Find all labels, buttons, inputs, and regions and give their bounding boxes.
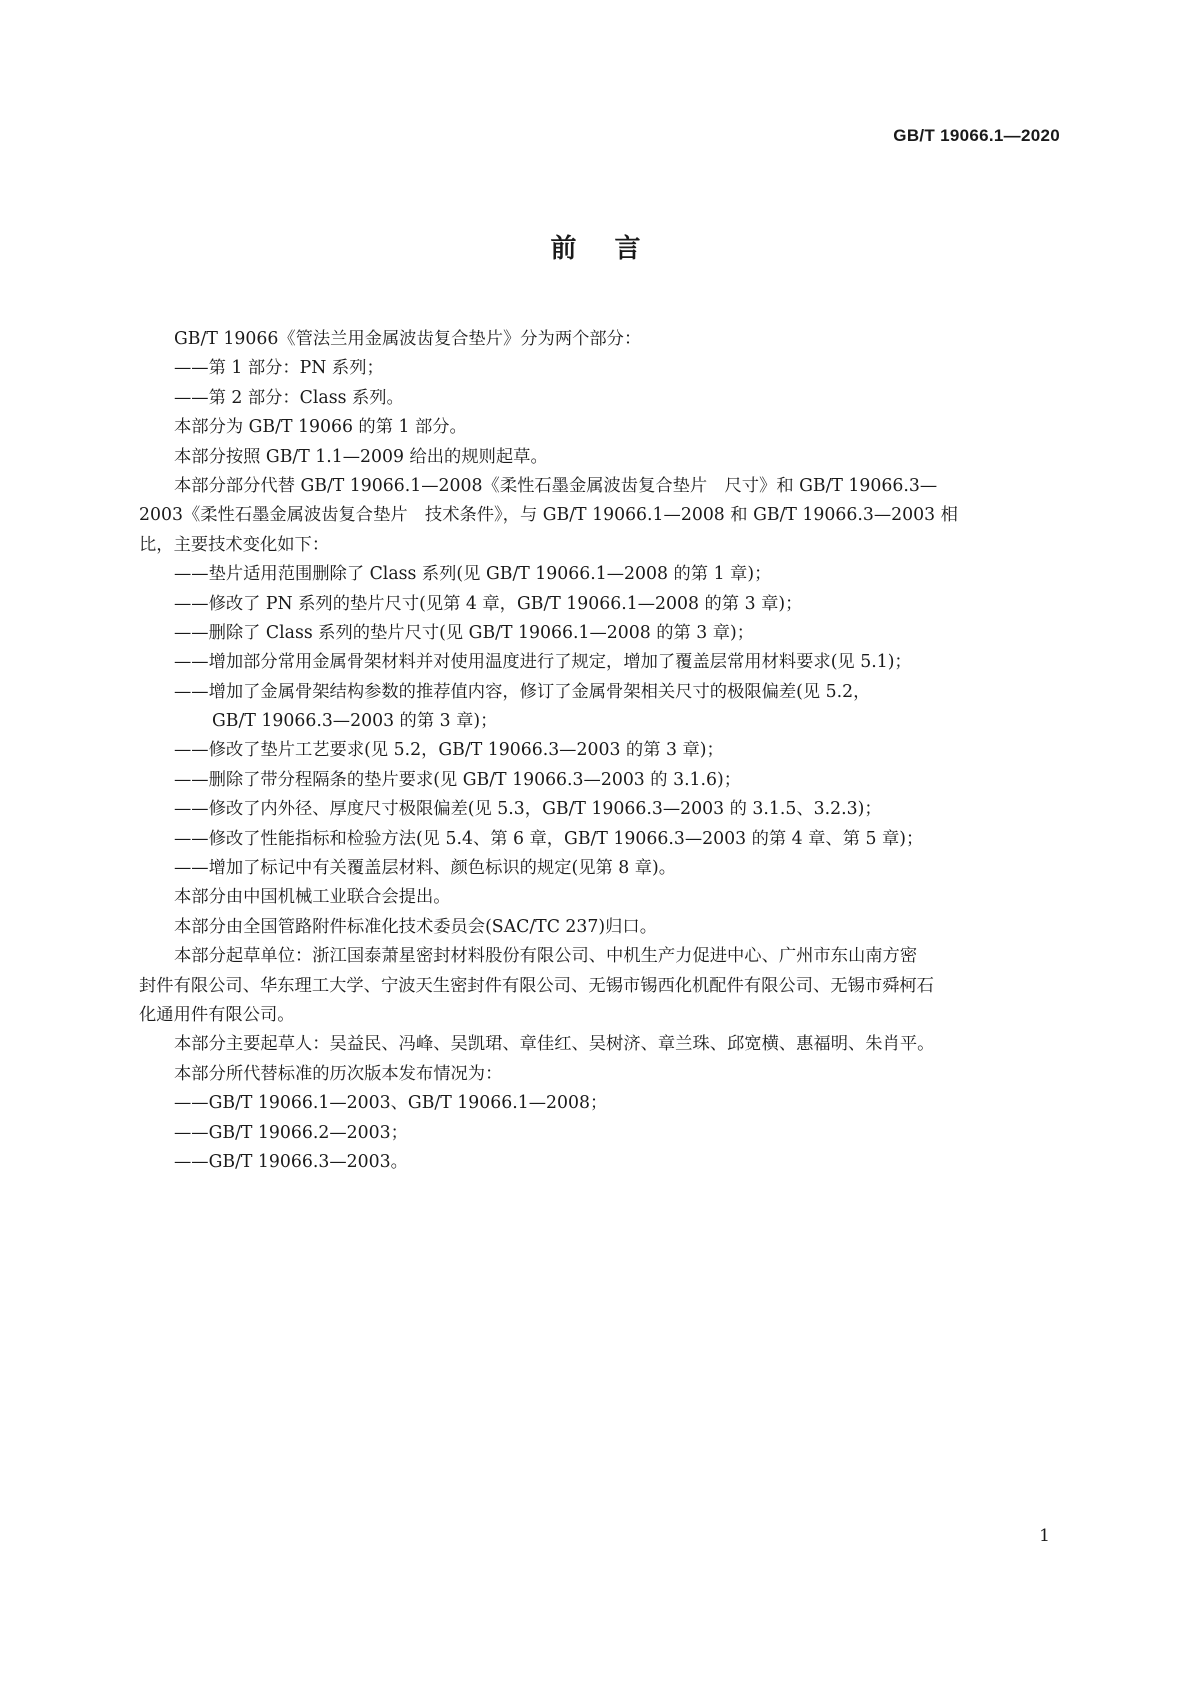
list-item: ——第 2 部分：Class 系列。 bbox=[174, 387, 404, 408]
foreword-body bbox=[139, 325, 1061, 1177]
list-item: ——增加部分常用金属骨架材料并对使用温度进行了规定，增加了覆盖层常用材料要求(见 5.1)； bbox=[174, 652, 912, 673]
paragraph-line: 比，主要技术变化如下： bbox=[139, 534, 330, 555]
list-item: ——GB/T 19066.2—2003； bbox=[174, 1122, 408, 1143]
list-item: ——垫片适用范围删除了 Class 系列(见 GB/T 19066.1—2008 的第 1 章)； bbox=[174, 564, 772, 585]
paragraph-line: 本部分所代替标准的历次版本发布情况为： bbox=[174, 1063, 503, 1084]
page-number: 1 bbox=[1039, 1526, 1050, 1546]
list-item: ——修改了内外径、厚度尺寸极限偏差(见 5.3，GB/T 19066.3—2003 的 3.1.5、3.2.3)； bbox=[174, 799, 882, 820]
list-item: ——增加了金属骨架结构参数的推荐值内容，修订了金属骨架相关尺寸的极限偏差(见 5.2， bbox=[174, 681, 871, 702]
paragraph-line: 封件有限公司、华东理工大学、宁波天生密封件有限公司、无锡市锡西化机配件有限公司、无锡市舜柯石 bbox=[139, 975, 934, 996]
list-item-continuation: GB/T 19066.3—2003 的第 3 章)； bbox=[212, 711, 498, 732]
list-item: ——删除了 Class 系列的垫片尺寸(见 GB/T 19066.1—2008 的第 3 章)； bbox=[174, 622, 755, 643]
paragraph-line: 化通用件有限公司。 bbox=[139, 1004, 295, 1025]
paragraph-line: 本部分由全国管路附件标准化技术委员会(SAC/TC 237)归口。 bbox=[174, 916, 657, 937]
paragraph-line: 本部分主要起草人：吴益民、冯峰、吴凯珺、章佳红、吴树济、章兰珠、邱宽横、惠福明、朱肖平。 bbox=[174, 1034, 935, 1055]
paragraph-line: 本部分部分代替 GB/T 19066.1—2008《柔性石墨金属波齿复合垫片 尺寸》和 GB/T 19066.3— bbox=[174, 475, 938, 496]
list-item: ——修改了 PN 系列的垫片尺寸(见第 4 章，GB/T 19066.1—2008 的第 3 章)； bbox=[174, 593, 803, 614]
paragraph-line: 2003《柔性石墨金属波齿复合垫片 技术条件》，与 GB/T 19066.1—2008 和 GB/T 19066.3—2003 相 bbox=[139, 505, 958, 526]
list-item: ——第 1 部分：PN 系列； bbox=[174, 358, 384, 379]
list-item: ——修改了性能指标和检验方法(见 5.4、第 6 章，GB/T 19066.3—2003 的第 4 章、第 5 章)； bbox=[174, 828, 924, 849]
list-item: ——增加了标记中有关覆盖层材料、颜色标识的规定(见第 8 章)。 bbox=[174, 858, 677, 879]
page-title: 前言 bbox=[550, 234, 679, 264]
list-item: ——GB/T 19066.3—2003。 bbox=[174, 1151, 408, 1172]
paragraph-line: 本部分由中国机械工业联合会提出。 bbox=[174, 887, 451, 908]
paragraph-line: 本部分为 GB/T 19066 的第 1 部分。 bbox=[174, 417, 467, 438]
standard-number: GB/T 19066.1—2020 bbox=[893, 126, 1060, 145]
list-item: ——删除了带分程隔条的垫片要求(见 GB/T 19066.3—2003 的 3.1.6)； bbox=[174, 769, 742, 790]
paragraph-line: GB/T 19066《管法兰用金属波齿复合垫片》分为两个部分： bbox=[174, 329, 642, 349]
list-item: ——修改了垫片工艺要求(见 5.2，GB/T 19066.3—2003 的第 3 章)； bbox=[174, 740, 724, 761]
paragraph-line: 本部分起草单位：浙江国泰萧星密封材料股份有限公司、中机生产力促进中心、广州市东山南方密 bbox=[174, 946, 918, 967]
list-item: ——GB/T 19066.1—2003、GB/T 19066.1—2008； bbox=[174, 1093, 608, 1114]
paragraph-line: 本部分按照 GB/T 1.1—2009 给出的规则起草。 bbox=[174, 446, 548, 467]
